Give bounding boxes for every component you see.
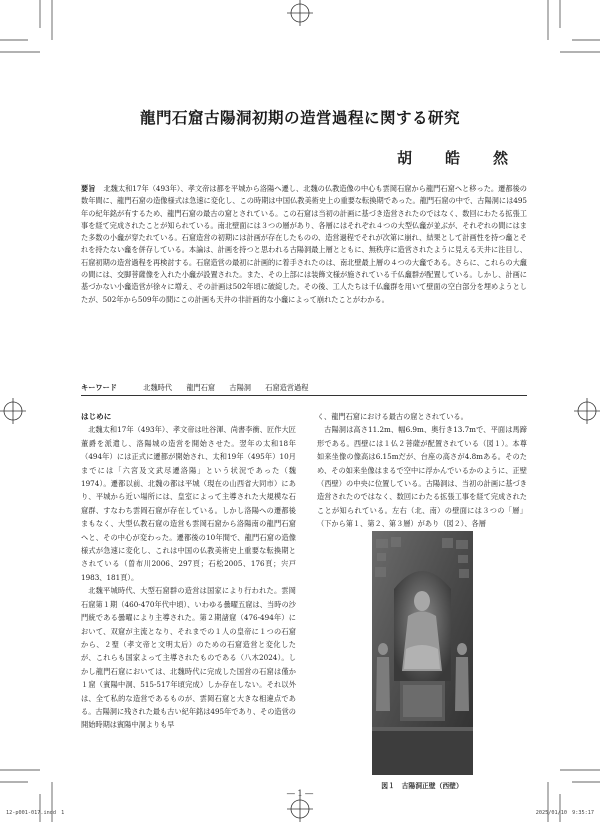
abstract-label: 要旨: [81, 184, 96, 193]
keyword-item: 北魏時代: [143, 383, 173, 392]
body-paragraph: く、龍門石窟における最古の窟とされている。: [317, 412, 468, 421]
body-paragraph: 北魏平城時代、大型石窟群の造営は国家により行われた。雲岡石窟第１期（460-470年代中頃）、いわゆる曇曜五窟は、当時の沙門統である曇曜により主導された。第２期諸窟（476-494年）において、双窟が主流となり、それまでの１人の皇帝に１つの石窟から、２聖（孝文帝と文明太后）のための石窟造営と変化したが、これらも国家よって主導されたものである（八木2024）。しかし龍門石窟においては、北魏時代に完成した国営の石窟は僅か１窟（賓陽中洞、515-517年頃完成）しか存在しない。それ以外は、全て私的な造営であるものが、雲岡石窟と大きな相違点である。古陽洞に残された最も古い紀年銘は495年であり、その造営の開始時期は賓陽中洞よりも早: [81, 586, 296, 730]
section-heading: はじめに: [81, 412, 112, 421]
body-column-right: [317, 410, 527, 531]
abstract: [81, 183, 527, 306]
body-paragraph: 古陽洞は高さ11.2m、幅6.9m、奥行き13.7mで、平面は馬蹄形である。西壁には１仏２菩薩が配置されている（図１）。本尊如来坐像の像高は6.15mだが、台座の高さが4.8mある。そのため、その如来坐像はまるで空中に浮かんでいるかのように、正壁（西壁）の中央に位置している。古陽洞は、当初の計画に基づき造営されたのではなく、数回にわたる拡張工事を経て完成されたことが知られている。左右（北、南）の壁面には３つの「層」（下から第１、第２、第３層）があり（図２）、各層: [317, 425, 527, 529]
figure-1-photo: [372, 531, 473, 775]
abstract-text: 北魏太和17年（493年）、孝文帝は都を平城から洛陽へ遷し、北魏の仏教造像の中心も雲岡石窟から龍門石窟へと移った。遷都後の数年間に、龍門石窟の造像様式は急速に変化し、この時期は中国仏教美術史上の重要な転換期であった。龍門石窟の中で、古陽洞には495年の紀年銘が有するため、龍門石窟の最古の窟とされている。この石窟は当初の計画に基づき造営されたのではなく、数回にわたる拡張工事を経て完成されたことが知られている。南北壁面には３つの層があり、各層にはそれぞれ４つの大型仏龕が並ぶが、それぞれの間にはまた多数の小龕が穿たれている。石窟造営の初期には計画が存在したものの、造営過程でそれが次第に崩れ、結果として計画性を持つ龕とそれを持たない龕を併存している。本論は、計画を持つと思われる古陽洞最上層とともに、無秩序に造営されたように見える天井に注目し、石窟初期の造営過程を再検討する。石窟造営の最初に計画的に着手されたのは、南北壁最上層の４つの大龕である。さらに、これらの大龕の間には、交脚菩薩像を入れた小龕が設置された。また、その上部には装飾文様が施されている千仏龕群が配置している。しかし、計画に基づかない小龕造営が徐々に増え、その計画は502年頃に破綻した。その後、工人たちは千仏龕群を用いて壁面の空白部分を埋めようとしたが、502年から509年の間にこの計画も天井の非計画的な小龕によって崩れたことがわかる。: [81, 184, 527, 304]
body-paragraph: 北魏太和17年（493年）、孝文帝は吐谷渾、尚書李衝、匠作大匠董爵を派遣し、洛陽城の造営を開始させた。翌年の太和18年（494年）には正式に遷都が開始され、太和19年（495年）10月までには「六宮及文武尽遷洛陽」という状況であった（魏1974）。遷都以前、北魏の都は平城（現在の山西省大同市）にあり、平城から近い場所には、皇室によって主導された大規模な石窟群、すなわち雲岡石窟が存在している。しかし洛陽への遷都後まもなく、大型仏教石窟の造営も雲岡石窟から洛陽南の龍門石窟へと、その中心が変わった。遷都後の10年間で、龍門石窟の造像様式が急速に変化し、これは中国の仏教美術史上重要な転換期とされている（曽布川2006、297頁；石松2005、176頁；宍戸1983、181頁）。: [81, 425, 296, 582]
print-slug-date: 2025/01/10 9:35:17: [535, 810, 594, 816]
keywords-divider: [81, 395, 527, 396]
body-column-left: [81, 410, 296, 732]
keywords: [81, 382, 527, 394]
paper-title: 龍門石窟古陽洞初期の造営過程に関する研究: [139, 109, 460, 127]
keyword-item: 石窟造営過程: [265, 383, 309, 392]
author-name: 胡 皓 然: [396, 149, 517, 167]
figure-caption: 図１ 古陽洞正壁（西壁）: [381, 782, 463, 790]
page-number: ― 1 ―: [286, 789, 314, 798]
keyword-item: 古陽洞: [229, 383, 251, 392]
print-slug-file: 12-p001-017.indd 1: [6, 810, 65, 816]
keyword-item: 龍門石窟: [186, 383, 216, 392]
keywords-label: キーワード: [81, 383, 117, 392]
